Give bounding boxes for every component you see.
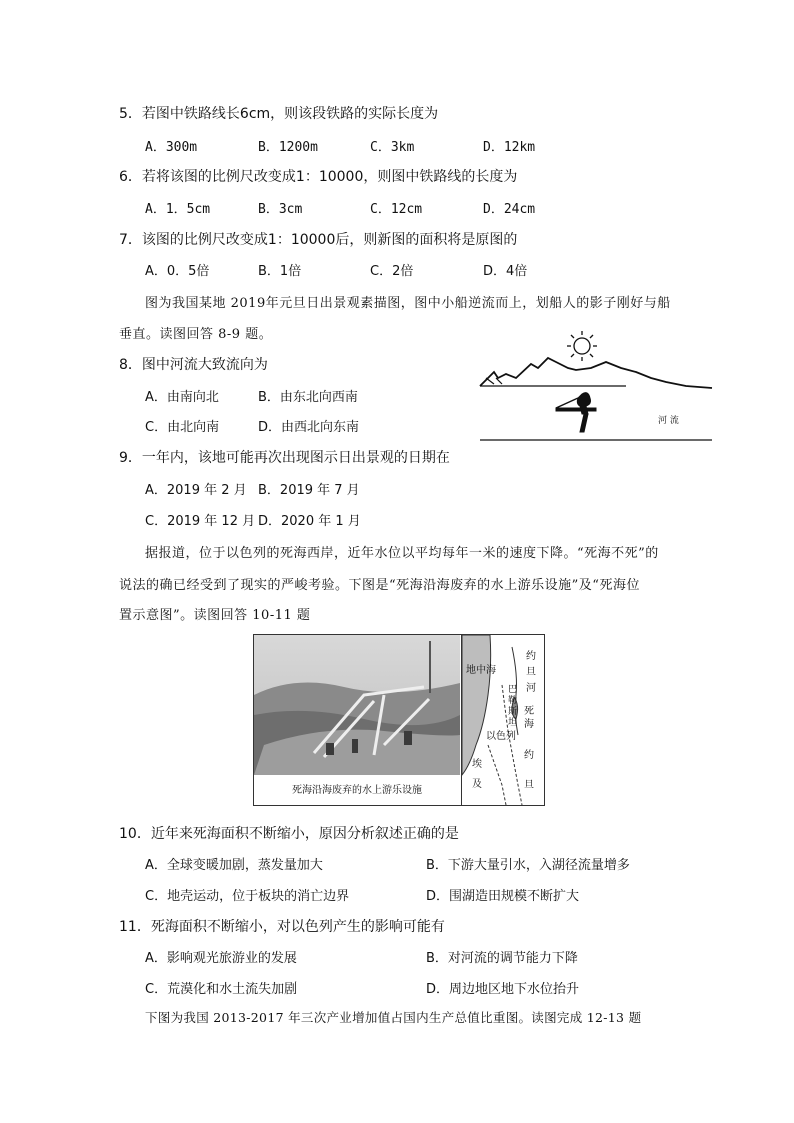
map-label-israel: 以色列 [486,731,516,742]
sunrise-sketch [476,328,716,444]
map-label-egypt: 埃及 [472,759,482,790]
q10-option-c: C．地壳运动，位于板块的消亡边界 [145,889,350,904]
q7-option-c: C．2倍 [370,264,414,279]
dead-sea-figure [253,634,545,806]
map-label-sea: 地中海 [466,665,496,676]
intro-8-9-line2: 垂直。读图回答 8-9 题。 [119,327,273,342]
q11-option-b: B．对河流的调节能力下降 [426,951,578,966]
intro-10-11-line2: 说法的确已经受到了现实的严峻考验。下图是“死海沿海废弃的水上游乐设施”及“死海位 [119,578,640,593]
question-5-stem: 5．若图中铁路线长6cm，则该段铁路的实际长度为 [119,106,439,122]
q8-option-a: A．由南向北 [145,390,219,405]
q5-option-b: B．1200m [258,140,318,155]
q6-option-c: C．12cm [370,202,423,217]
question-6-stem: 6．若将该图的比例尺改变成1：10000，则图中铁路线的长度为 [119,169,518,185]
q7-option-a: A．0．5倍 [145,264,210,279]
intro-10-11-line3: 置示意图”。读图回答 10-11 题 [119,608,311,623]
figure-caption: 死海沿海废弃的水上游乐设施 [292,785,422,796]
sun-icon [567,331,597,361]
intro-10-11-line1: 据报道，位于以色列的死海西岸，近年水位以平均每年一米的速度下降。“死海不死”的 [145,546,659,561]
q7-option-b: B．1倍 [258,264,302,279]
question-10-stem: 10．近年来死海面积不断缩小，原因分析叙述正确的是 [119,826,459,842]
q7-option-d: D．4倍 [483,264,528,279]
q10-option-a: A．全球变暖加剧，蒸发量加大 [145,858,323,873]
q6-option-b: B．3cm [258,202,303,217]
q9-option-b: B．2019 年 7 月 [258,483,360,498]
q11-option-d: D．周边地区地下水位抬升 [426,982,580,997]
q9-option-a: A．2019 年 2 月 [145,483,247,498]
q9-option-d: D．2020 年 1 月 [258,514,361,529]
map-label-dead-sea: 死海 [524,706,534,730]
q11-option-a: A．影响观光旅游业的发展 [145,951,297,966]
q10-option-b: B．下游大量引水，入湖径流量增多 [426,858,630,873]
intro-8-9-line1: 图为我国某地 2019年元旦日出景观素描图，图中小船逆流而上，划船人的影子刚好与船 [145,296,671,311]
q6-option-a: A．1．5cm [145,202,211,217]
boat-icon [556,393,596,432]
question-8-stem: 8．图中河流大致流向为 [119,357,268,373]
river-label: 河 流 [658,416,679,426]
map-label-river: 约旦河 [526,651,536,694]
question-11-stem: 11．死海面积不断缩小，对以色列产生的影响可能有 [119,919,445,935]
q5-option-a: A．300m [145,140,198,155]
q5-option-d: D．12km [483,140,536,155]
q9-option-c: C．2019 年 12 月 [145,514,256,529]
dead-sea-location-map [461,635,545,805]
q8-option-c: C．由北向南 [145,420,220,435]
question-7-stem: 7．该图的比例尺改变成1：10000后，则新图的面积将是原图的 [119,232,518,248]
q8-option-d: D．由西北向东南 [258,420,360,435]
map-label-palestine: 巴勒斯坦 [508,685,518,728]
mountain-outline [480,358,712,388]
q11-option-c: C．荒漠化和水土流失加剧 [145,982,298,997]
q6-option-d: D．24cm [483,202,536,217]
intro-12-13-line1: 下图为我国 2013-2017 年三次产业增加值占国内生产总值比重图。读图完成 12-13 题 [145,1010,642,1025]
q5-option-c: C．3km [370,140,415,155]
map-label-jordan: 约旦 [524,750,534,791]
q10-option-d: D．围湖造田规模不断扩大 [426,889,580,904]
abandoned-waterpark-photo [254,635,460,805]
q8-option-b: B．由东北向西南 [258,390,358,405]
question-9-stem: 9．一年内，该地可能再次出现图示日出景观的日期在 [119,450,450,466]
